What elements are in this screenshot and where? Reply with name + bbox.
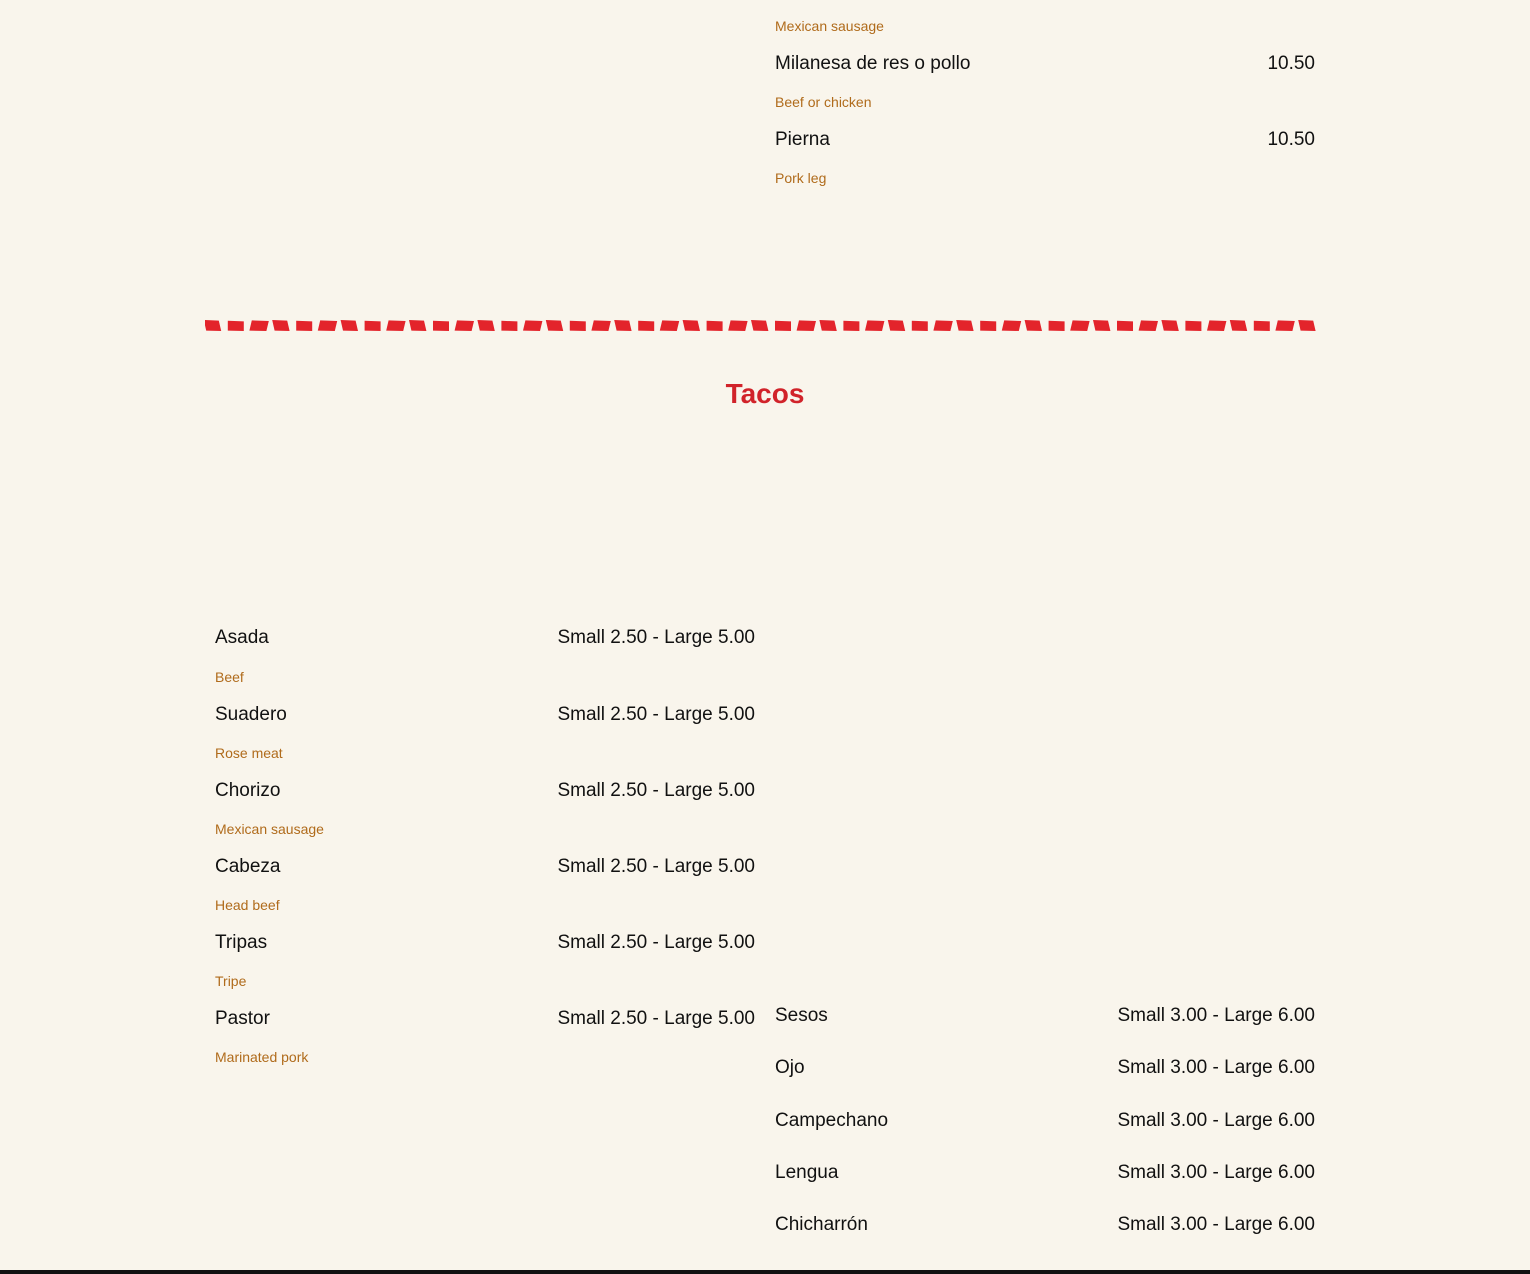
divider-dash xyxy=(386,320,405,331)
divider-dash xyxy=(546,320,563,331)
item-description: Beef xyxy=(215,669,244,685)
item-name: Ojo xyxy=(775,1057,805,1078)
divider-dash xyxy=(1185,321,1201,331)
item-name: Asada xyxy=(215,627,269,648)
item-price: Small 3.00 - Large 6.00 xyxy=(1117,1005,1315,1026)
item-description: Head beef xyxy=(215,897,280,913)
item-description: Mexican sausage xyxy=(215,821,324,837)
divider-dash xyxy=(341,320,358,331)
menu-item xyxy=(215,703,755,727)
divider-dash xyxy=(1139,320,1158,331)
divider-dash xyxy=(775,321,791,331)
menu-item xyxy=(215,855,755,879)
divider-dash xyxy=(228,321,244,331)
divider-dash xyxy=(1275,320,1294,331)
item-price: Small 3.00 - Large 6.00 xyxy=(1117,1057,1315,1078)
item-description: Tripe xyxy=(215,973,247,989)
menu-item xyxy=(775,128,1315,152)
item-price: 10.50 xyxy=(1267,53,1315,74)
divider-dash xyxy=(888,320,905,331)
item-price: Small 3.00 - Large 6.00 xyxy=(1117,1110,1315,1131)
divider-dash xyxy=(1298,320,1315,331)
divider-dash xyxy=(249,320,268,331)
item-name: Pastor xyxy=(215,1008,270,1029)
section-title-tacos: Tacos xyxy=(725,378,805,409)
divider-dash xyxy=(501,321,517,331)
tacos-left-column xyxy=(215,620,755,1080)
divider-dash xyxy=(865,320,884,331)
divider-dash xyxy=(455,320,474,331)
divider-dash xyxy=(1117,321,1133,331)
divider-dash xyxy=(409,320,426,331)
divider-dash xyxy=(638,321,654,331)
menu-item xyxy=(775,1213,1315,1237)
divider-dash xyxy=(477,320,494,331)
item-description: Beef or chicken xyxy=(775,94,872,110)
item-description: Mexican sausage xyxy=(775,18,884,34)
divider-dash xyxy=(570,321,586,331)
divider-dash xyxy=(1207,320,1226,331)
item-price: 10.50 xyxy=(1267,129,1315,150)
divider-dash xyxy=(318,320,337,331)
divider-dash xyxy=(1025,320,1042,331)
divider-dash xyxy=(683,320,700,331)
item-name: Campechano xyxy=(775,1110,889,1131)
previous-section-right-column xyxy=(775,0,1315,200)
item-name: Chicharrón xyxy=(775,1214,868,1235)
item-description: Marinated pork xyxy=(215,1049,309,1065)
item-description: Rose meat xyxy=(215,745,283,761)
item-price: Small 2.50 - Large 5.00 xyxy=(557,780,755,801)
item-name: Lengua xyxy=(775,1162,839,1183)
divider-dash xyxy=(1161,320,1178,331)
item-price: Small 2.50 - Large 5.00 xyxy=(557,932,755,953)
divider-dash xyxy=(933,320,952,331)
divider-dash xyxy=(751,320,768,331)
menu-item xyxy=(215,626,755,650)
divider-dash xyxy=(614,320,631,331)
divider-dash xyxy=(365,321,381,331)
bottom-border xyxy=(0,1270,1530,1274)
item-price: Small 2.50 - Large 5.00 xyxy=(557,704,755,725)
item-price: Small 2.50 - Large 5.00 xyxy=(557,1008,755,1029)
divider-dash xyxy=(843,321,859,331)
divider-dash xyxy=(956,320,973,331)
item-price: Small 2.50 - Large 5.00 xyxy=(557,627,755,648)
divider-dash xyxy=(296,321,312,331)
divider-dash xyxy=(1230,320,1247,331)
divider-dash xyxy=(1254,321,1270,331)
menu-item xyxy=(775,1004,1315,1028)
divider-dash xyxy=(728,320,747,331)
item-description: Pork leg xyxy=(775,170,827,186)
item-name: Milanesa de res o pollo xyxy=(775,53,971,74)
menu-item xyxy=(215,779,755,803)
divider-dash xyxy=(1002,320,1021,331)
item-price: Small 3.00 - Large 6.00 xyxy=(1117,1214,1315,1235)
divider-dash xyxy=(205,320,221,331)
menu-item xyxy=(775,1056,1315,1080)
tacos-right-column xyxy=(775,1000,1315,1250)
menu-item xyxy=(215,1007,755,1031)
divider-dash xyxy=(523,320,542,331)
item-name: Chorizo xyxy=(215,780,281,801)
divider-dash xyxy=(912,321,928,331)
item-name: Sesos xyxy=(775,1005,828,1026)
divider-dash xyxy=(433,321,449,331)
item-name: Cabeza xyxy=(215,856,281,877)
item-price: Small 2.50 - Large 5.00 xyxy=(557,856,755,877)
item-name: Suadero xyxy=(215,704,287,725)
divider-dash xyxy=(1093,320,1110,331)
divider-dash xyxy=(591,320,610,331)
divider-dash xyxy=(272,320,289,331)
divider-dash xyxy=(980,321,996,331)
menu-item xyxy=(775,52,1315,76)
divider-dash xyxy=(1070,320,1089,331)
item-price: Small 3.00 - Large 6.00 xyxy=(1117,1162,1315,1183)
divider-dash xyxy=(797,320,816,331)
divider-dash xyxy=(660,320,679,331)
divider-dash xyxy=(707,321,723,331)
section-divider xyxy=(205,318,1325,334)
menu-item xyxy=(775,1161,1315,1185)
item-name: Pierna xyxy=(775,129,830,150)
menu-item xyxy=(775,1109,1315,1133)
item-name: Tripas xyxy=(215,932,268,953)
divider-dash xyxy=(1049,321,1065,331)
menu-item xyxy=(215,931,755,955)
divider-dash xyxy=(819,320,836,331)
